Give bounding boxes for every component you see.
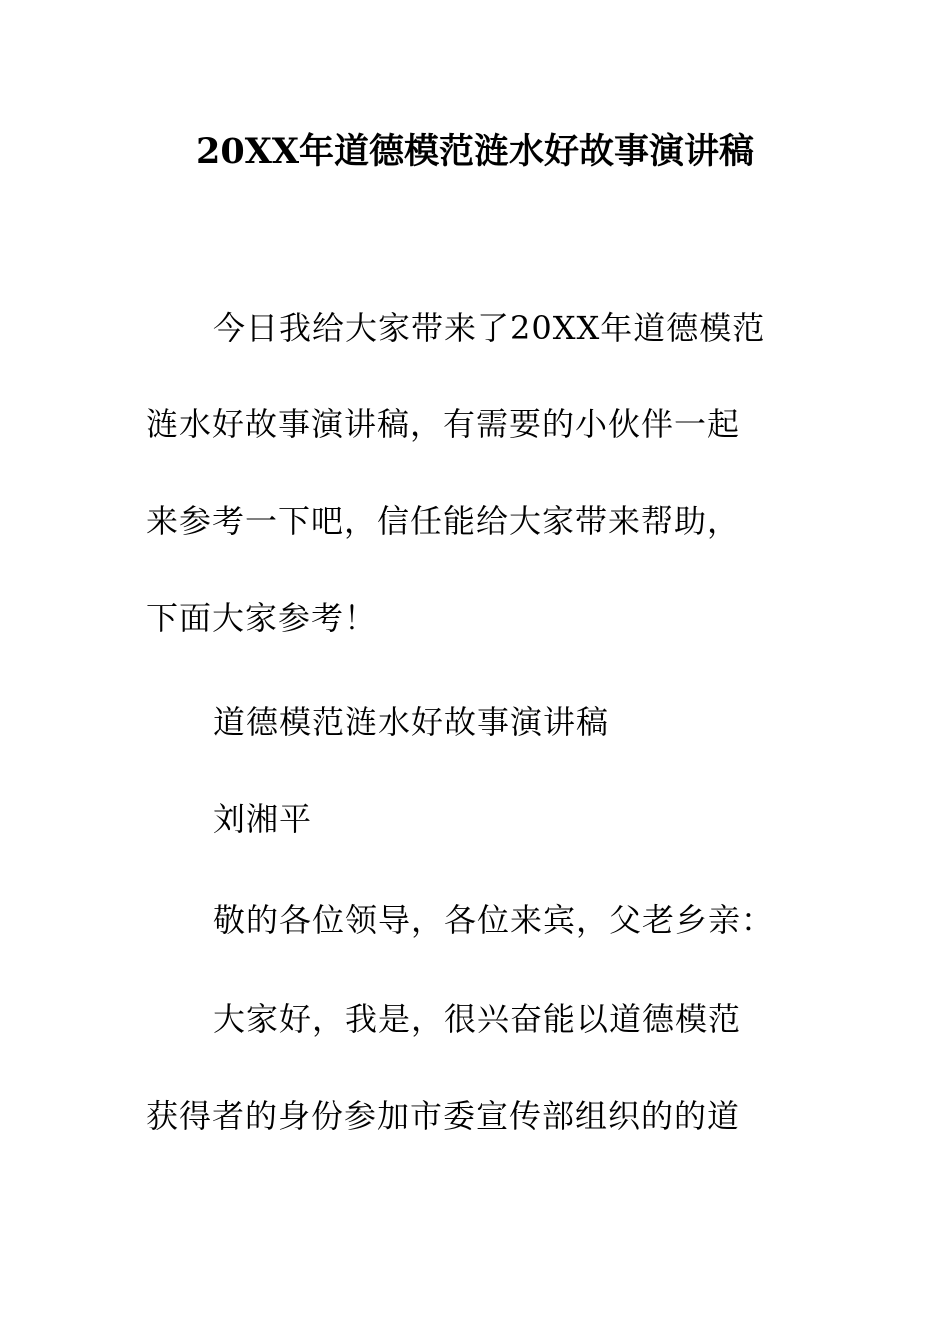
intro-line-4: 下面大家参考！ xyxy=(146,599,378,637)
intro-line-2: 涟水好故事演讲稿，有需要的小伙伴一起 xyxy=(146,405,741,443)
body-line-2: 获得者的身份参加市委宣传部组织的的道 xyxy=(146,1097,741,1135)
speech-author: 刘湘平 xyxy=(213,800,313,838)
intro-line-1: 今日我给大家带来了20XX年道德模范 xyxy=(213,309,766,347)
document-title: 20XX年道德模范涟水好故事演讲稿 xyxy=(195,131,755,172)
speech-subtitle: 道德模范涟水好故事演讲稿 xyxy=(213,703,610,741)
intro-line-3: 来参考一下吧，信任能给大家带来帮助， xyxy=(146,502,741,540)
speech-salutation: 敬的各位领导，各位来宾，父老乡亲： xyxy=(213,901,775,939)
body-line-1: 大家好，我是，很兴奋能以道德模范 xyxy=(213,1000,742,1038)
